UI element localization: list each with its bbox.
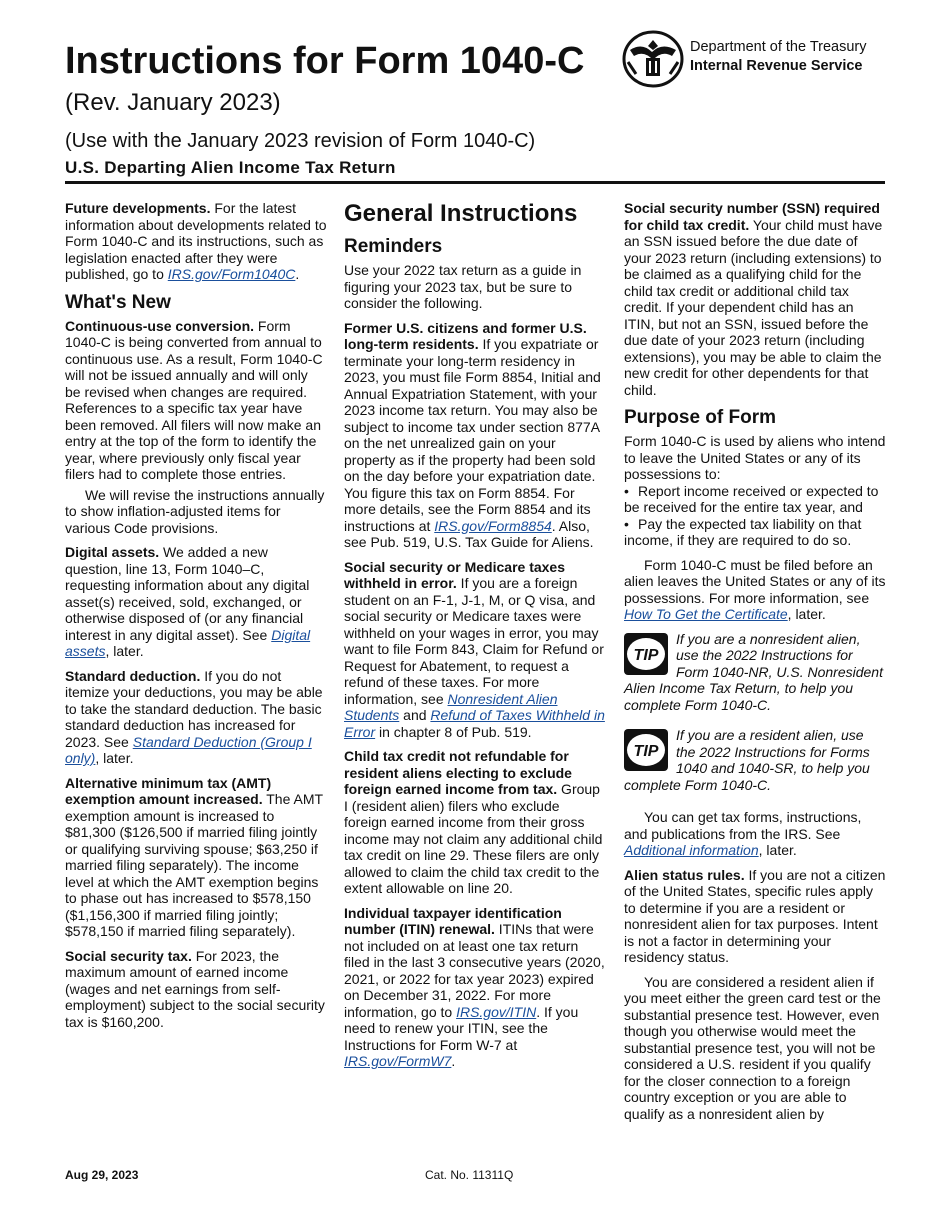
bullet-icon: • (624, 515, 629, 532)
ss-medicare-paragraph: Social security or Medicare taxes withheld in error. If you are a foreign student on an F-1, J-1, M, or Q visa, and social security or Medicare taxes were withheld on your wages in error, you may want to file Form 843, Claim for Refund or Request for Abatement, to request a refund of these taxes. For more information, see Nonresident Alien Students and Refund of Taxes Withheld in Error in chapter 8 of Pub. 519. (344, 558, 605, 740)
future-developments: Future developments. For the latest information about developments related to Form 1040-C and its instructions, such as legislation enacted after they were published, go to IRS.gov/Form1040C. (65, 200, 327, 282)
refund-taxes-withheld-link[interactable]: Refund of Taxes Withheld in Error (344, 707, 605, 740)
whats-new-heading: What's New (65, 291, 171, 313)
reminders-paragraph: Use your 2022 tax return as a guide in figuring your 2023 tax, but be sure to consider the following. (344, 262, 582, 311)
irs-formw7-link[interactable]: IRS.gov/FormW7 (344, 1053, 452, 1069)
tip-icon (624, 729, 668, 771)
revise-paragraph: We will revise the instructions annually to show inflation-adjusted items for various Code provisions. (65, 486, 325, 536)
column-3 (624, 200, 886, 1130)
get-forms-paragraph: You can get tax forms, instructions, and publications from the IRS. See Additional information, later. (624, 809, 862, 858)
agency-name (690, 38, 867, 76)
child-tax-credit-paragraph: Child tax credit not refundable for resident aliens electing to exclude foreign earned income from tax. Group I (resident alien) filers who exclude foreign earned income from their gross income may not claim any additional child tax credit on line 29. These filers are only allowed to claim the child tax credit to the extent allowable on line 20. (344, 748, 603, 896)
irs-form1040c-link[interactable]: IRS.gov/Form1040C (167, 266, 296, 282)
ssn-child-tax-credit-paragraph: Social security number (SSN) required for child tax credit. Your child must have an SSN issued before the due date of your 2023 return (including extensions) to be claimed as a qualifying child for the child tax credit or additional child tax credit. If your dependent child has an ITIN, but not an SSN, issued before the due date of your 2023 return (including extensions), you may be able to claim the new credit for other dependents for that child. (624, 200, 883, 398)
additional-information-link[interactable]: Additional information (624, 842, 759, 858)
reminders-heading: Reminders (344, 236, 443, 257)
tip-icon (624, 633, 668, 675)
nonresident-alien-students-link[interactable]: Nonresident Alien Students (344, 690, 558, 723)
irs-itin-link[interactable]: IRS.gov/ITIN (456, 1003, 537, 1020)
tip-label: TIP (633, 646, 659, 664)
general-instructions-heading: General Instructions (344, 200, 578, 227)
former-citizens-paragraph: Former U.S. citizens and former U.S. long-term residents. If you expatriate or terminate your long-term residency in 2023, you must file Form 8854, Initial and Annual Expatriation Statement, with your 2023 income tax return. You may also be subject to income tax under section 877A on the net unrealized gain on your property as if the property had been sold on the day before your expatriation date. You figure this tax on Form 8854. For more details, see the Form 8854 and its instructions at IRS.gov/Form8854. Also, see Pub. 519, U.S. Tax Guide for Aliens. (344, 319, 601, 550)
digital-assets-paragraph: Digital assets. We added a new question, line 13, Form 1040–C, requesting information about any digital asset(s) received, sold, exchanged, or otherwise disposed of (or any financial interest in any digital asset). See Digital assets, later. (65, 544, 311, 659)
tip-resident: TIP If you are a resident alien, use the 2022 Instructions for Forms 1040 and 1040-SR, to help you complete Form 1040-C. (624, 727, 870, 793)
standard-deduction-paragraph: Standard deduction. If you do not itemize your deductions, you may be able to take the standard deduction. The basic standard deduction has increased for 2023. See Standard Deduction (Group I only), later. (65, 667, 323, 766)
column-1 (65, 200, 327, 1038)
use-note: (Use with the January 2023 revision of Form 1040-C) (65, 130, 536, 152)
footer-cat-no: Cat. No. 11311Q (425, 1168, 514, 1182)
irs-form8854-link[interactable]: IRS.gov/Form8854 (434, 517, 552, 534)
standard-deduction-link[interactable]: Standard Deduction (Group I only) (65, 733, 312, 766)
tip-nonresident: TIP If you are a nonresident alien, use the 2022 Instructions for Form 1040-NR, U.S. Nonresident Alien Income Tax Return, to help you complete Form 1040-C. (624, 630, 883, 713)
bullet-icon: • (624, 482, 629, 499)
revision-date: (Rev. January 2023) (65, 89, 281, 116)
purpose-paragraph: Form 1040-C is used by aliens who intend to leave the United States or any of its possessions to: (624, 433, 886, 482)
must-file-paragraph: Form 1040-C must be filed before an alien leaves the United States or any of its possessions. For more information, see How To Get the Certificate, later. (624, 556, 886, 622)
purpose-bullet-2: • Pay the expected tax liability on that income, if they are required to do so. (624, 515, 862, 548)
agency-service: Internal Revenue Service (690, 58, 863, 74)
irs-eagle-logo-icon (622, 30, 684, 88)
itin-renewal-paragraph: Individual taxpayer identification number (ITIN) renewal. ITINs that were not included on at least one tax return filed in the last 3 consecutive years (2020, 2021, or 2022 for tax year 2023) expired on December 31, 2022. For more information, go to IRS.gov/ITIN. If you need to renew your ITIN, see the Instructions for Form W-7 at IRS.gov/FormW7. (344, 904, 605, 1069)
resident-alien-paragraph: You are considered a resident alien if you meet either the green card test or the substantial presence test. However, even though you otherwise would meet the substantial presence test, you will not be considered a U.S. resident if you qualify for the closer connection to a foreign country exception or you are able to qualify as a nonresident alien by (624, 973, 881, 1122)
page-title: Instructions for Form 1040-C (65, 40, 585, 82)
amt-paragraph: Alternative minimum tax (AMT) exemption amount increased. The AMT exemption amount is increased to $81,300 ($126,500 if married filing jointly or qualifying surviving spouse; $63,250 if married filing separately). The income level at which the AMT exemption begins to phase out has increased to $578,150 ($1,156,300 if married filing jointly; $578,150 if married filing separately). (65, 774, 323, 939)
header-rule (65, 181, 885, 184)
purpose-bullet-1: • Report income received or expected to be received for the entire tax year, and (624, 482, 879, 515)
agency-department: Department of the Treasury (690, 39, 867, 55)
digital-assets-link[interactable]: Digital assets (65, 626, 311, 659)
footer-date: Aug 29, 2023 (65, 1168, 139, 1182)
alien-status-paragraph: Alien status rules. If you are not a citizen of the United States, specific rules apply to determine if you are a resident or nonresident alien for tax purposes. Intent is not a factor in determining your residency status. (624, 866, 886, 965)
social-security-tax-paragraph: Social security tax. For 2023, the maximum amount of earned income (wages and net earnings from self-employment) subject to the social security tax is $160,200. (65, 947, 325, 1030)
purpose-of-form-heading: Purpose of Form (624, 407, 777, 428)
future-developments-heading: Future developments. (65, 200, 211, 216)
column-2 (344, 200, 606, 1078)
form-subtitle: U.S. Departing Alien Income Tax Return (65, 158, 396, 177)
how-to-get-certificate-link[interactable]: How To Get the Certificate (624, 606, 788, 622)
tip-label: TIP (633, 743, 659, 760)
continuous-use-paragraph: Continuous-use conversion. Form 1040-C is being converted from annual to continuous use. As a result, Form 1040-C will not be issued annually and will only be revised when changes are required. References to a specific tax year have been removed. All filers will now make an entry at the top of the form to identify the year, where previously only fiscal year filers had to complete those entries. (65, 317, 323, 482)
